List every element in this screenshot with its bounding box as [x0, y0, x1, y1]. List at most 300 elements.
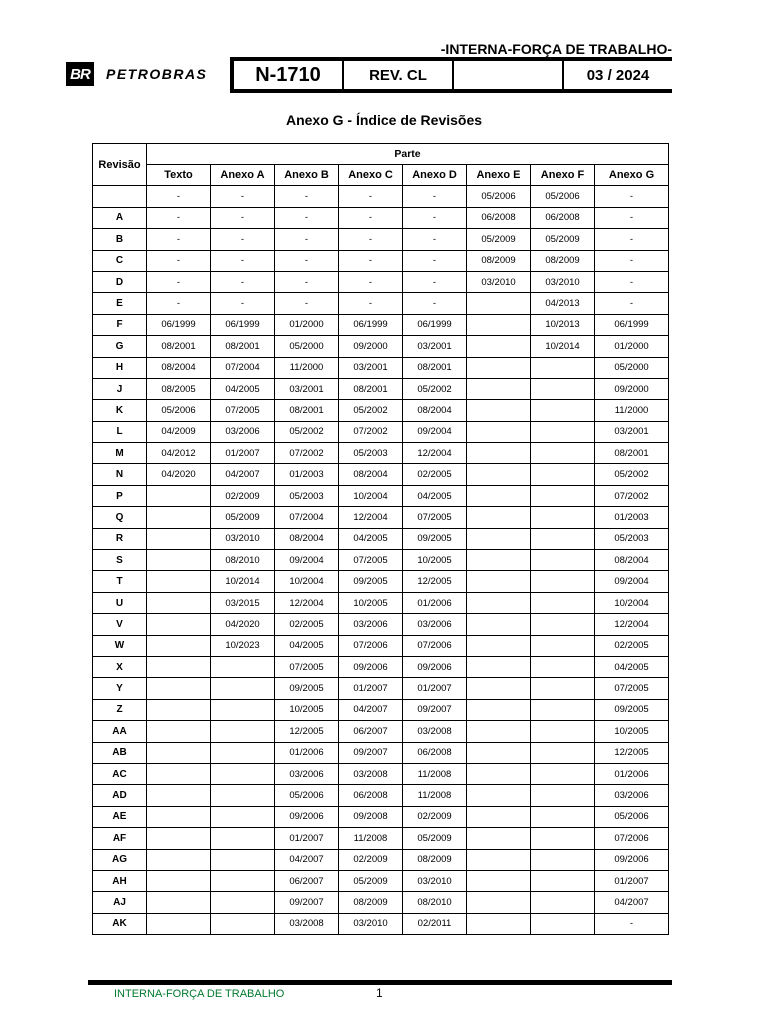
table-cell: -	[595, 250, 669, 271]
table-cell: 08/2004	[403, 400, 467, 421]
column-header: Anexo C	[339, 165, 403, 186]
revision-index-table	[92, 143, 669, 935]
table-cell: 04/2007	[211, 464, 275, 485]
table-cell: 03/2001	[403, 336, 467, 357]
table-cell	[147, 892, 211, 913]
table-cell: 03/2010	[403, 870, 467, 891]
table-cell: 11/2008	[339, 828, 403, 849]
table-cell	[531, 464, 595, 485]
table-cell: 05/2009	[403, 828, 467, 849]
table-cell	[531, 614, 595, 635]
column-header: Anexo F	[531, 165, 595, 186]
table-cell: 01/2007	[595, 870, 669, 891]
table-cell: 07/2002	[339, 421, 403, 442]
revision-id-cell: V	[93, 614, 147, 635]
table-cell: 01/2007	[403, 678, 467, 699]
table-cell	[147, 507, 211, 528]
table-cell: 07/2002	[595, 485, 669, 506]
table-cell: 07/2005	[595, 678, 669, 699]
revision-id-cell: L	[93, 421, 147, 442]
page-number: 1	[376, 986, 383, 1000]
table-cell: 08/2010	[403, 892, 467, 913]
table-row	[93, 443, 669, 464]
table-cell: 02/2009	[403, 806, 467, 827]
table-row	[93, 314, 669, 335]
revision-id-cell: Y	[93, 678, 147, 699]
table-cell	[211, 828, 275, 849]
table-cell: -	[211, 207, 275, 228]
table-cell	[467, 400, 531, 421]
table-cell: 05/2006	[467, 186, 531, 207]
table-cell: 09/2000	[339, 336, 403, 357]
table-cell: 04/2012	[147, 443, 211, 464]
table-cell	[531, 763, 595, 784]
table-cell	[531, 507, 595, 528]
table-cell: -	[211, 271, 275, 292]
table-cell: -	[211, 293, 275, 314]
table-cell: 05/2003	[275, 485, 339, 506]
table-cell	[467, 699, 531, 720]
table-cell: -	[403, 229, 467, 250]
table-cell: 01/2006	[403, 592, 467, 613]
table-cell: 06/2008	[531, 207, 595, 228]
table-row	[93, 507, 669, 528]
document-number: N-1710	[234, 61, 344, 89]
revision-id-cell: P	[93, 485, 147, 506]
table-cell: 04/2005	[275, 635, 339, 656]
table-cell	[531, 635, 595, 656]
petrobras-logo	[66, 62, 207, 86]
table-cell: 02/2005	[595, 635, 669, 656]
table-row	[93, 357, 669, 378]
table-cell: 09/2004	[403, 421, 467, 442]
table-cell	[147, 699, 211, 720]
table-cell: -	[275, 207, 339, 228]
table-cell: 10/2004	[275, 571, 339, 592]
table-cell: 02/2005	[275, 614, 339, 635]
table-cell: 06/2007	[339, 721, 403, 742]
table-cell	[467, 763, 531, 784]
table-cell: 06/1999	[147, 314, 211, 335]
table-cell: 05/2006	[531, 186, 595, 207]
revision-id-cell: AA	[93, 721, 147, 742]
table-cell: 03/2015	[211, 592, 275, 613]
document-header-box	[230, 57, 672, 93]
table-cell: 09/2004	[595, 571, 669, 592]
table-cell: -	[275, 186, 339, 207]
table-cell	[531, 421, 595, 442]
table-cell: 08/2001	[403, 357, 467, 378]
table-cell: 03/2010	[531, 271, 595, 292]
table-cell	[531, 678, 595, 699]
table-cell: 09/2006	[339, 656, 403, 677]
table-cell: 06/1999	[339, 314, 403, 335]
table-cell: 02/2009	[339, 849, 403, 870]
table-cell: 07/2006	[339, 635, 403, 656]
table-cell	[211, 656, 275, 677]
table-cell: -	[403, 207, 467, 228]
table-cell	[211, 870, 275, 891]
table-cell: -	[339, 186, 403, 207]
table-cell: -	[211, 229, 275, 250]
table-row	[93, 763, 669, 784]
table-row	[93, 721, 669, 742]
table-cell: -	[339, 207, 403, 228]
column-header: Anexo A	[211, 165, 275, 186]
table-cell: -	[403, 271, 467, 292]
table-cell: 10/2014	[531, 336, 595, 357]
table-cell: -	[403, 293, 467, 314]
footer-classification: INTERNA-FORÇA DE TRABALHO	[114, 988, 285, 1000]
table-cell	[147, 550, 211, 571]
table-cell: 12/2004	[275, 592, 339, 613]
table-cell: 08/2001	[211, 336, 275, 357]
revision-id-cell: D	[93, 271, 147, 292]
table-cell: 11/2000	[595, 400, 669, 421]
table-cell: -	[211, 250, 275, 271]
table-cell	[467, 870, 531, 891]
revision-label: REV. CL	[344, 61, 454, 89]
table-row	[93, 635, 669, 656]
table-cell: 10/2004	[339, 485, 403, 506]
table-cell: 03/2006	[275, 763, 339, 784]
table-cell: 08/2004	[595, 550, 669, 571]
table-row	[93, 528, 669, 549]
table-cell: 08/2001	[147, 336, 211, 357]
table-cell	[467, 485, 531, 506]
page-title: Anexo G - Índice de Revisões	[285, 112, 483, 128]
table-cell: 01/2007	[339, 678, 403, 699]
table-cell: 04/2007	[595, 892, 669, 913]
table-cell	[147, 614, 211, 635]
table-row	[93, 678, 669, 699]
table-cell	[467, 892, 531, 913]
table-cell: 03/2006	[211, 421, 275, 442]
table-cell	[147, 656, 211, 677]
table-cell: 04/2009	[147, 421, 211, 442]
table-cell: 11/2000	[275, 357, 339, 378]
table-cell	[211, 742, 275, 763]
table-cell	[531, 699, 595, 720]
table-cell	[467, 678, 531, 699]
table-cell: 09/2007	[339, 742, 403, 763]
table-cell	[467, 849, 531, 870]
table-cell	[531, 870, 595, 891]
table-cell: 01/2003	[595, 507, 669, 528]
table-cell: 01/2006	[595, 763, 669, 784]
table-cell: -	[403, 186, 467, 207]
table-row	[93, 785, 669, 806]
table-cell	[467, 592, 531, 613]
table-cell	[531, 400, 595, 421]
table-cell	[531, 828, 595, 849]
revision-id-cell: J	[93, 378, 147, 399]
table-row	[93, 485, 669, 506]
table-cell: 12/2004	[403, 443, 467, 464]
table-row	[93, 271, 669, 292]
table-cell: 12/2005	[403, 571, 467, 592]
br-logo-icon: BR	[66, 62, 94, 86]
table-cell: 10/2004	[595, 592, 669, 613]
revision-id-cell: A	[93, 207, 147, 228]
table-cell	[147, 806, 211, 827]
table-cell: 09/2005	[403, 528, 467, 549]
table-cell	[531, 592, 595, 613]
table-cell: 08/2009	[339, 892, 403, 913]
table-cell	[147, 785, 211, 806]
table-cell: 05/2002	[595, 464, 669, 485]
table-cell	[147, 678, 211, 699]
table-cell: 04/2020	[211, 614, 275, 635]
table-cell: -	[275, 293, 339, 314]
table-cell: 09/2007	[403, 699, 467, 720]
revision-id-cell: AH	[93, 870, 147, 891]
table-row	[93, 378, 669, 399]
revision-id-cell: K	[93, 400, 147, 421]
table-cell	[531, 721, 595, 742]
revision-id-cell: N	[93, 464, 147, 485]
table-cell: 09/2006	[595, 849, 669, 870]
table-cell	[531, 443, 595, 464]
table-cell: 01/2000	[275, 314, 339, 335]
table-cell	[467, 635, 531, 656]
table-cell: 08/2009	[531, 250, 595, 271]
table-cell	[211, 892, 275, 913]
table-cell	[211, 699, 275, 720]
table-row	[93, 806, 669, 827]
table-cell	[467, 357, 531, 378]
table-cell	[467, 913, 531, 934]
table-cell	[531, 357, 595, 378]
revision-id-cell: AG	[93, 849, 147, 870]
table-row	[93, 656, 669, 677]
table-cell: -	[595, 186, 669, 207]
table-cell: 11/2008	[403, 785, 467, 806]
table-cell: 03/2001	[339, 357, 403, 378]
table-cell: 06/1999	[595, 314, 669, 335]
table-cell: 03/2010	[211, 528, 275, 549]
revision-id-cell: S	[93, 550, 147, 571]
table-cell: 09/2006	[403, 656, 467, 677]
table-row	[93, 592, 669, 613]
table-cell	[147, 913, 211, 934]
table-cell: -	[147, 293, 211, 314]
table-cell	[211, 785, 275, 806]
table-cell: 10/2023	[211, 635, 275, 656]
table-cell	[211, 806, 275, 827]
table-cell: 07/2005	[275, 656, 339, 677]
table-cell: 05/2003	[339, 443, 403, 464]
table-cell: 01/2006	[275, 742, 339, 763]
table-cell: 04/2005	[595, 656, 669, 677]
table-cell: 02/2005	[403, 464, 467, 485]
table-cell: 04/2005	[211, 378, 275, 399]
table-cell	[467, 721, 531, 742]
table-row	[93, 742, 669, 763]
table-cell: 03/2010	[467, 271, 531, 292]
table-cell: -	[403, 250, 467, 271]
table-cell: 03/2008	[275, 913, 339, 934]
revision-id-cell: AJ	[93, 892, 147, 913]
table-cell	[531, 849, 595, 870]
table-cell	[531, 528, 595, 549]
table-row	[93, 229, 669, 250]
revision-id-cell: AE	[93, 806, 147, 827]
table-cell: -	[147, 207, 211, 228]
table-cell	[467, 785, 531, 806]
table-cell	[467, 656, 531, 677]
table-cell	[531, 806, 595, 827]
column-header-row	[93, 165, 669, 186]
revision-id-cell: Q	[93, 507, 147, 528]
column-header: Texto	[147, 165, 211, 186]
table-cell: -	[595, 293, 669, 314]
table-cell	[531, 656, 595, 677]
table-cell: -	[595, 229, 669, 250]
table-cell	[467, 293, 531, 314]
table-cell: 04/2013	[531, 293, 595, 314]
table-cell: 04/2007	[339, 699, 403, 720]
table-cell: 07/2006	[403, 635, 467, 656]
table-cell: 08/2001	[595, 443, 669, 464]
table-cell	[211, 721, 275, 742]
table-cell	[211, 763, 275, 784]
revision-id-cell: W	[93, 635, 147, 656]
table-cell: 08/2005	[147, 378, 211, 399]
table-cell: 05/2002	[339, 400, 403, 421]
table-cell: 06/1999	[403, 314, 467, 335]
table-cell: 04/2005	[339, 528, 403, 549]
table-cell: 08/2004	[147, 357, 211, 378]
table-cell: 03/2001	[595, 421, 669, 442]
revision-id-cell: C	[93, 250, 147, 271]
table-cell: 03/2006	[339, 614, 403, 635]
table-cell: -	[211, 186, 275, 207]
table-row	[93, 293, 669, 314]
table-row	[93, 421, 669, 442]
table-cell: 08/2009	[403, 849, 467, 870]
table-cell: 10/2005	[275, 699, 339, 720]
table-cell: 01/2003	[275, 464, 339, 485]
table-cell	[531, 378, 595, 399]
classification-label: -INTERNA-FORÇA DE TRABALHO-	[440, 41, 672, 57]
table-row	[93, 699, 669, 720]
revision-id-cell: AF	[93, 828, 147, 849]
table-cell	[211, 678, 275, 699]
table-cell: 10/2005	[403, 550, 467, 571]
revision-id-cell: M	[93, 443, 147, 464]
table-cell	[211, 913, 275, 934]
table-cell	[467, 507, 531, 528]
table-cell	[531, 742, 595, 763]
revision-id-cell: AB	[93, 742, 147, 763]
table-cell: 05/2009	[467, 229, 531, 250]
table-row	[93, 913, 669, 934]
table-cell	[147, 571, 211, 592]
table-cell	[467, 614, 531, 635]
table-cell: -	[595, 207, 669, 228]
table-body	[93, 186, 669, 935]
table-cell: -	[275, 250, 339, 271]
table-cell: 08/2009	[467, 250, 531, 271]
table-cell: 01/2000	[595, 336, 669, 357]
table-cell: 11/2008	[403, 763, 467, 784]
table-cell: 08/2004	[275, 528, 339, 549]
table-cell: 12/2004	[595, 614, 669, 635]
table-cell: 06/2007	[275, 870, 339, 891]
table-cell	[531, 892, 595, 913]
table-cell: 08/2001	[275, 400, 339, 421]
table-row	[93, 400, 669, 421]
revision-id-cell	[93, 186, 147, 207]
table-row	[93, 250, 669, 271]
revision-id-cell: T	[93, 571, 147, 592]
revision-id-cell: AC	[93, 763, 147, 784]
table-cell: -	[339, 250, 403, 271]
table-row	[93, 571, 669, 592]
table-cell	[147, 635, 211, 656]
table-cell: 09/2005	[275, 678, 339, 699]
table-cell: 07/2005	[403, 507, 467, 528]
table-row	[93, 614, 669, 635]
table-cell: 03/2006	[403, 614, 467, 635]
table-cell	[147, 870, 211, 891]
table-cell: 09/2007	[275, 892, 339, 913]
column-header: Anexo G	[595, 165, 669, 186]
table-cell: 07/2005	[211, 400, 275, 421]
table-cell: 08/2001	[339, 378, 403, 399]
table-cell: 05/2000	[595, 357, 669, 378]
table-cell: 07/2006	[595, 828, 669, 849]
column-header: Anexo E	[467, 165, 531, 186]
table-cell: -	[339, 271, 403, 292]
table-cell: 06/1999	[211, 314, 275, 335]
revision-id-cell: AK	[93, 913, 147, 934]
table-row	[93, 207, 669, 228]
revision-id-cell: AD	[93, 785, 147, 806]
table-cell: 04/2020	[147, 464, 211, 485]
table-row	[93, 870, 669, 891]
table-cell	[147, 828, 211, 849]
table-row	[93, 849, 669, 870]
footer-divider	[88, 980, 672, 985]
table-row	[93, 186, 669, 207]
header-empty-cell	[454, 61, 564, 89]
table-cell: 01/2007	[275, 828, 339, 849]
table-cell: 05/2006	[595, 806, 669, 827]
table-cell	[467, 464, 531, 485]
logo-wordmark: PETROBRAS	[106, 66, 208, 82]
table-cell: 06/2008	[467, 207, 531, 228]
table-cell: 03/2001	[275, 378, 339, 399]
table-cell: 04/2005	[403, 485, 467, 506]
table-cell	[467, 550, 531, 571]
table-cell	[467, 742, 531, 763]
table-cell: 05/2009	[531, 229, 595, 250]
table-cell: 09/2005	[595, 699, 669, 720]
column-header: Anexo D	[403, 165, 467, 186]
table-cell: 08/2010	[211, 550, 275, 571]
revision-id-cell: F	[93, 314, 147, 335]
table-cell: 10/2014	[211, 571, 275, 592]
table-cell: 05/2009	[339, 870, 403, 891]
table-cell	[147, 592, 211, 613]
table-cell: -	[275, 271, 339, 292]
table-cell: -	[147, 271, 211, 292]
table-cell: 02/2011	[403, 913, 467, 934]
table-cell: -	[339, 293, 403, 314]
table-cell: 10/2005	[595, 721, 669, 742]
